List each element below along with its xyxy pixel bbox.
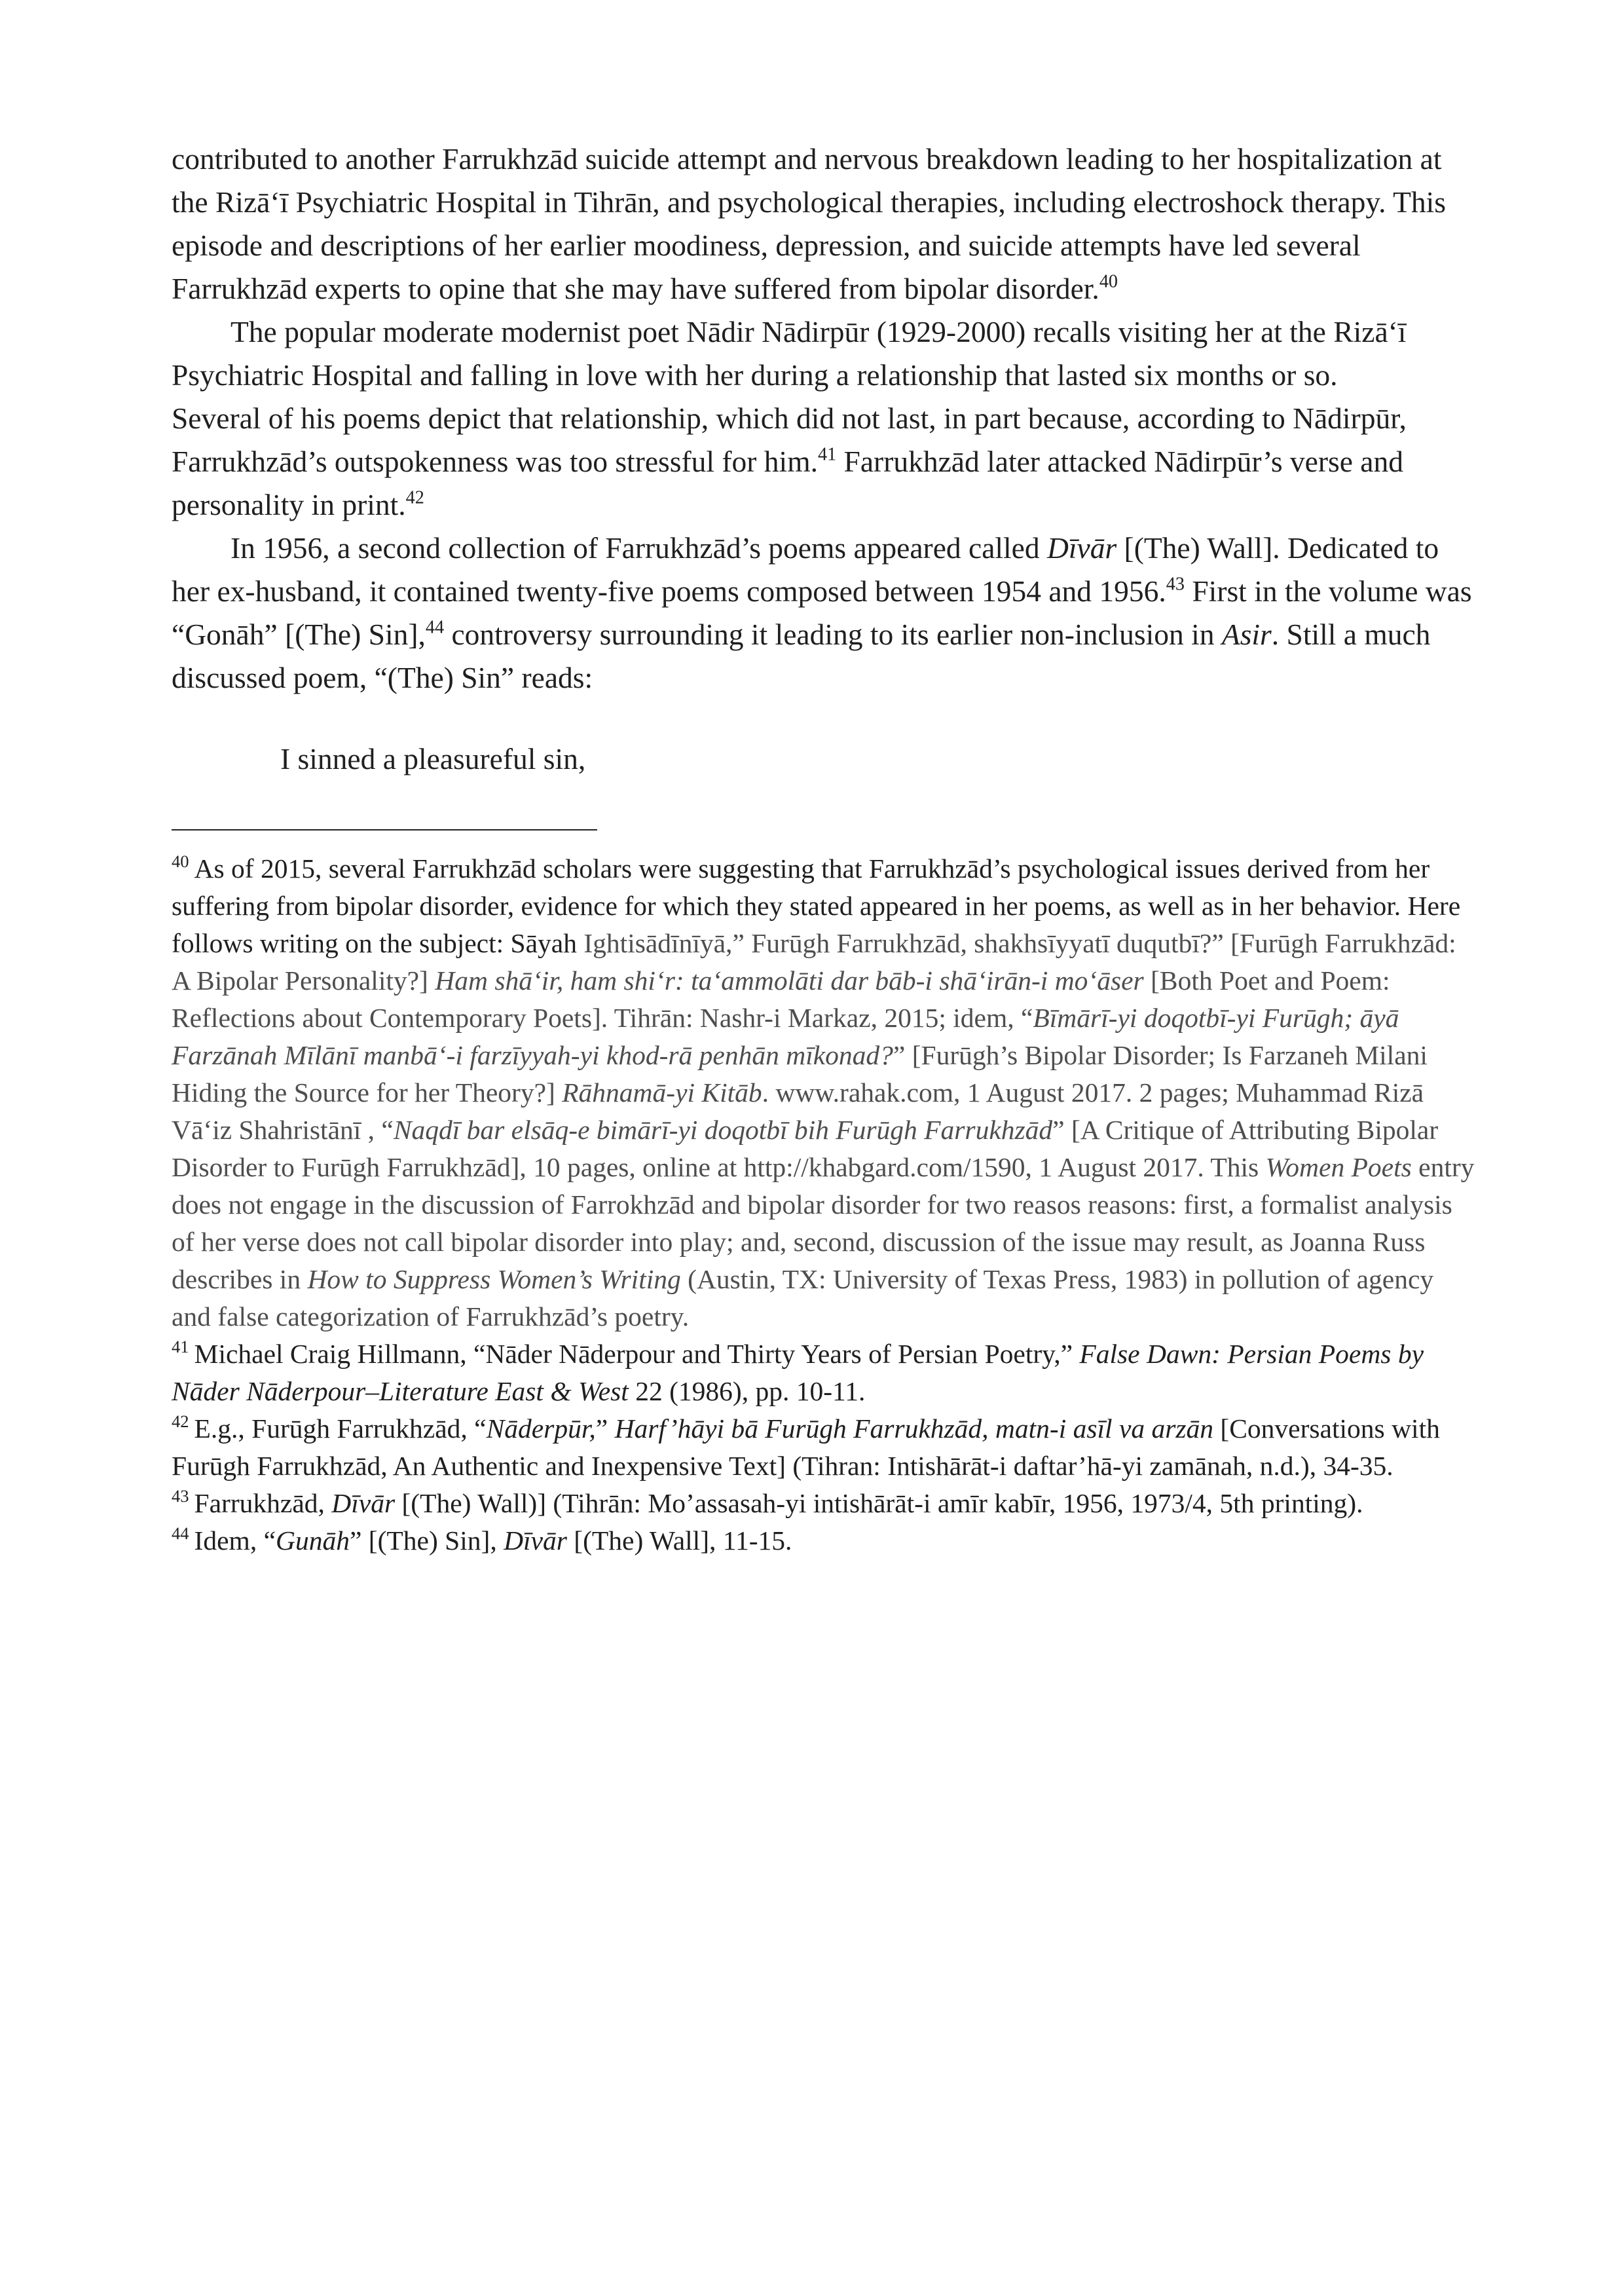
footnote-number: 44: [172, 1523, 189, 1544]
footnote-ref-41[interactable]: 41: [817, 444, 837, 465]
footnote-number: 41: [172, 1337, 189, 1357]
footnote-ref-40[interactable]: 40: [1099, 271, 1118, 292]
footnote-43: $^{43}$ Farrukhzād, Dīvār [(The) Wall)] (Tihrān: Mo’assasah-yi intishārāt-i amīr kabīr, 1956, 1973/4, 5th printing).: [172, 1486, 1363, 1518]
poem-line: I sinned a pleasureful sin,: [280, 742, 586, 775]
footnote-40: $^{40}$ As of 2015, several Farrukhzād scholars were suggesting that Farrukhzād’s psychological issues derived from her suffering from bipolar disorder, evidence for which they stated appeared in her poems, as well as in her behavior. Here follows writing on the subject: Sāyah Ightisādīnīyā,” Furūgh Farrukhzād, shakhsīyyatī duqutbī?” [Furūgh Farrukhzād: A Bipolar Personality?] Ham shā‘ir, ham shi‘r: ta‘ammolāti dar bāb-i shā‘irān-i mo‘āser [Both Poet and Poem: Reflections about Contemporary Poets]. Tihrān: Nashr-i Markaz, 2015; idem, “Bīmārī-yi doqotbī-yi Furūgh; āyā Farzānah Mīlānī manbā‘-i farzīyyah-yi khod-rā penhān mīkonad?” [Furūgh’s Bipolar Disorder; Is Farzaneh Milani Hiding the Source for her Theory?] Rāhnamā-yi Kitāb. www.rahak.com, 1 August 2017. 2 pages; Muhammad Rizā Vā‘iz Shahristānī , “Naqdī bar elsāq-e bimārī-yi doqotbī bih Furūgh Farrukhzād” [A Critique of Attributing Bipolar Disorder to Furūgh Farrukhzād], 10 pages, online at http://khabgard.com/1590, 1 August 2017. This Women Poets entry does not engage in the discussion of Farrokhzād and bipolar disorder for two reasos reasons: first, a formalist analysis of her verse does not call bipolar disorder into play; and, second, discussion of the issue may result, as Joanna Russ describes in How to Suppress Women’s Writing (Austin, TX: University of Texas Press, 1983) in pollution of agency and false categorization of Farrukhzād’s poetry.: [172, 851, 1475, 1332]
document-page: [172, 138, 1475, 1559]
footnote-ref-42[interactable]: 42: [405, 487, 424, 508]
footnote-number: 43: [172, 1486, 189, 1506]
footnote-44: $^{44}$ Idem, “Gunāh” [(The) Sin], Dīvār [(The) Wall], 11-15.: [172, 1523, 792, 1556]
paragraph-1: contributed to another Farrukhzād suicide attempt and nervous breakdown leading to her hospitalization at the Rizā‘ī Psychiatric Hospital in Tihrān, and psychological therapies, including electroshock therapy. This episode and descriptions of her earlier moodiness, depression, and suicide attempts have led several Farrukhzād experts to opine that she may have suffered from bipolar disorder.$^{40}$: [172, 142, 1446, 305]
footnote-number: 42: [172, 1411, 189, 1432]
footnote-42: $^{42}$ E.g., Furūgh Farrukhzād, “Nāderpūr,” Harf’hāyi bā Furūgh Farrukhzād, matn-i asīl va arzān [Conversations with Furūgh Farrukhzād, An Authentic and Inexpensive Text] (Tihran: Intishārāt-i daftar’hā-yi zamānah, n.d.), 34-35.: [172, 1411, 1440, 1481]
footnote-separator: [172, 829, 597, 830]
footnote-41: $^{41}$ Michael Craig Hillmann, “Nāder Nāderpour and Thirty Years of Persian Poetry,” False Dawn: Persian Poems by Nāder Nāderpour–Literature East & West 22 (1986), pp. 10-11.: [172, 1337, 1424, 1406]
footnote-ref-44[interactable]: 44: [425, 617, 445, 638]
body-text: [172, 138, 1475, 700]
footnotes: [172, 850, 1475, 1559]
paragraph-2: The popular moderate modernist poet Nādir Nādirpūr (1929-2000) recalls visiting her at the Rizā‘ī Psychiatric Hospital and falling in love with her during a relationship that lasted six months or so.: [172, 315, 1407, 392]
paragraph-4: In 1956, a second collection of Farrukhzād’s poems appeared called Dīvār [(The) Wall]. Dedicated to her ex-husband, it contained twenty-five poems composed between 1954 and 1956.43 First in the volume was “Gonāh” [(The) Sin],$^{44}$ controversy surrounding it leading to its earlier non-inclusion in Asir. Still a much discussed poem, “(The) Sin” reads:: [172, 531, 1472, 694]
footnote-number: 40: [172, 851, 189, 872]
footnote-ref-43[interactable]: 43: [1166, 574, 1185, 595]
paragraph-3: Several of his poems depict that relationship, which did not last, in part because, according to Nādirpūr, Farrukhzād’s outspokenness was too stressful for him.$^{41}$ Farrukhzād later attacked Nādirpūr’s verse and personality in print.$^{42}$: [172, 401, 1407, 521]
